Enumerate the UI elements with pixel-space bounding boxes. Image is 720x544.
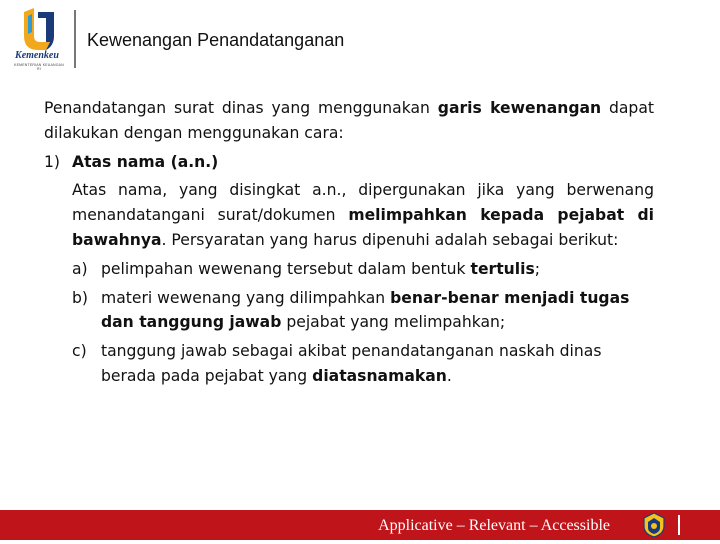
footer-divider — [678, 515, 680, 535]
sub-item-marker: a) — [72, 259, 88, 278]
sub-item-c — [72, 339, 654, 389]
header-divider — [74, 10, 76, 68]
sub-item-b — [72, 286, 654, 336]
kemenkeu-emblem-icon — [640, 511, 668, 539]
list-item-body — [72, 178, 654, 388]
sub-item-text: pelimpahan wewenang tersebut dalam bentuk tertulis; — [101, 259, 541, 278]
page-title: Kewenangan Penandatanganan — [87, 30, 345, 50]
sub-item-marker: b) — [72, 288, 88, 307]
sub-item-a — [72, 257, 654, 282]
list-item-1 — [44, 150, 654, 175]
logo-wordmark: Kemenkeu — [15, 50, 59, 61]
slide-content — [44, 96, 654, 389]
sub-item-text: tanggung jawab sebagai akibat penandatanganan naskah dinas berada pada pejabat yang diatasnamakan. — [101, 342, 602, 385]
logo-subtext: KEMENTERIAN KEUANGAN RI — [14, 63, 64, 71]
list-item-heading: Atas nama (a.n.) — [72, 152, 219, 171]
bold-emphasis: melimpahkan kepada pejabat di bawahnya — [72, 206, 654, 249]
list-item-description: Atas nama, yang disingkat a.n., dipergunakan jika yang berwenang menandatangani surat/dokumen melimpahkan kepada pejabat di bawahnya. Persyaratan yang harus dipenuhi adalah sebagai berikut: — [72, 181, 654, 249]
intro-paragraph: Penandatangan surat dinas yang menggunakan garis kewenangan dapat dilakukan dengan menggunakan cara: — [44, 99, 654, 142]
bold-emphasis: benar-benar menjadi tugas dan tanggung jawab — [101, 288, 630, 332]
bold-emphasis: diatasnamakan — [312, 366, 447, 385]
list-marker: 1) — [44, 152, 61, 171]
sub-item-text: materi wewenang yang dilimpahkan benar-benar menjadi tugas dan tanggung jawab pejabat yang melimpahkan; — [101, 288, 630, 332]
bold-emphasis: tertulis — [470, 259, 535, 278]
sub-item-marker: c) — [72, 342, 87, 361]
footer-tagline: Applicative – Relevant – Accessible — [378, 517, 610, 534]
bold-emphasis: garis kewenangan — [437, 99, 602, 117]
